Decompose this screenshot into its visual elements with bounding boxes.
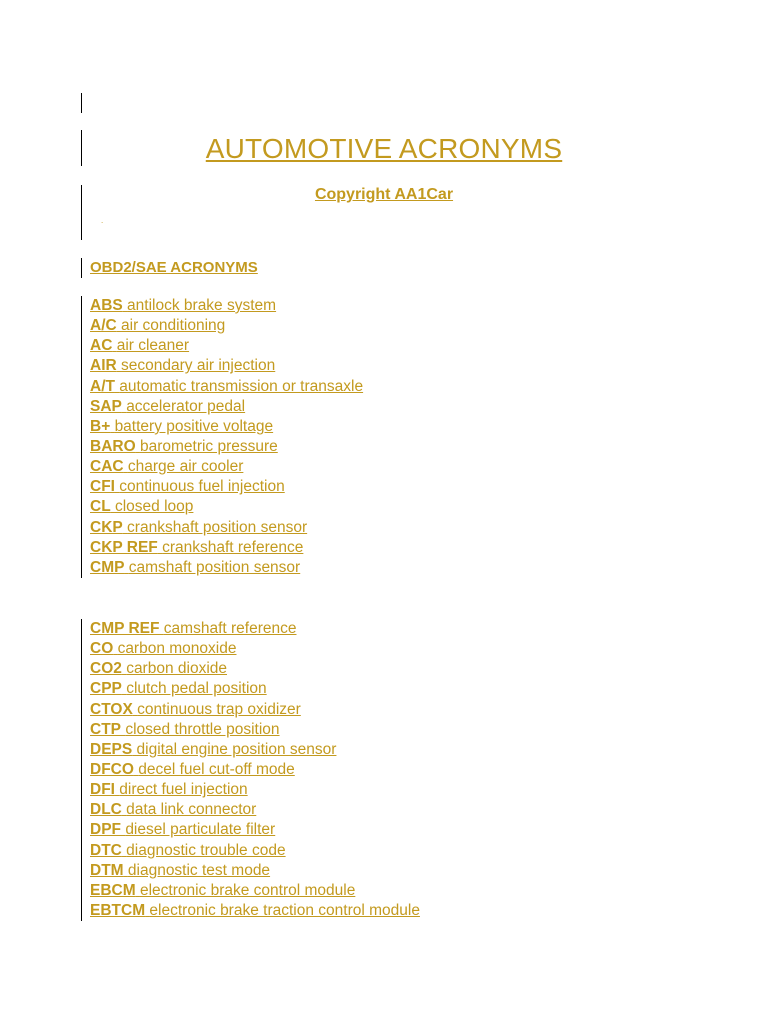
acronym-meaning: charge air cooler (127, 458, 244, 476)
acronym-item[interactable] (90, 397, 363, 417)
acronym-link[interactable] (90, 821, 275, 838)
acronym-meaning: automatic transmission or transaxle (119, 377, 364, 395)
acronym-meaning: digital engine position sensor (136, 740, 337, 758)
acronym-item[interactable] (90, 861, 420, 881)
acronym-meaning: closed throttle position (125, 720, 280, 738)
acronym-abbr: CKP REF (90, 538, 158, 556)
acronym-meaning: diagnostic test mode (127, 861, 271, 879)
acronym-abbr: CAC (90, 458, 124, 476)
acronym-link[interactable] (90, 498, 193, 515)
acronym-item[interactable] (90, 518, 363, 538)
acronym-list-1 (90, 296, 363, 578)
acronym-link[interactable] (90, 842, 286, 859)
acronym-abbr: CMP REF (90, 620, 160, 637)
acronym-meaning: accelerator pedal (126, 397, 246, 415)
acronym-abbr: CMP (90, 558, 125, 576)
acronym-abbr: SAP (90, 397, 122, 415)
acronym-link[interactable] (90, 862, 270, 879)
acronym-link[interactable] (90, 721, 280, 738)
acronym-meaning: diesel particulate filter (125, 821, 276, 839)
acronym-abbr: BARO (90, 437, 136, 455)
acronym-abbr: A/C (90, 317, 117, 335)
acronym-meaning: crankshaft reference (162, 538, 304, 556)
acronym-abbr: AC (90, 337, 113, 355)
acronym-meaning: diagnostic trouble code (126, 841, 286, 859)
acronym-abbr: CTP (90, 720, 121, 738)
margin-bar (81, 93, 82, 113)
acronym-item[interactable] (90, 780, 420, 800)
acronym-item[interactable] (90, 538, 363, 558)
acronym-meaning: direct fuel injection (119, 781, 248, 799)
acronym-meaning: clutch pedal position (126, 680, 267, 698)
acronym-abbr: B+ (90, 417, 111, 435)
page-title[interactable]: AUTOMOTIVE ACRONYMS (205, 133, 563, 164)
acronym-meaning: air conditioning (121, 317, 226, 335)
acronym-link[interactable] (90, 297, 276, 314)
acronym-item[interactable] (90, 639, 420, 659)
acronym-link[interactable] (90, 418, 273, 435)
acronym-link[interactable] (90, 620, 296, 637)
acronym-abbr: EBTCM (90, 901, 146, 919)
acronym-link[interactable] (90, 882, 355, 899)
acronym-meaning: antilock brake system (127, 297, 277, 314)
acronym-link[interactable] (90, 701, 301, 718)
acronym-abbr: CO (90, 640, 114, 658)
acronym-abbr: EBCM (90, 881, 136, 899)
acronym-abbr: AIR (90, 357, 117, 375)
acronym-abbr: DFCO (90, 760, 134, 778)
acronym-link[interactable] (90, 438, 278, 455)
acronym-link[interactable] (90, 378, 363, 395)
acronym-abbr: CPP (90, 680, 122, 698)
acronym-link[interactable] (90, 660, 227, 677)
acronym-link[interactable] (90, 801, 256, 818)
acronym-abbr: DTM (90, 861, 124, 879)
acronym-item[interactable] (90, 841, 420, 861)
acronym-abbr: CKP (90, 518, 123, 536)
acronym-meaning: air cleaner (116, 337, 190, 355)
acronym-link[interactable] (90, 741, 336, 758)
acronym-abbr: CTOX (90, 700, 133, 718)
acronym-item[interactable] (90, 740, 420, 760)
acronym-link[interactable] (90, 761, 295, 778)
acronym-item[interactable] (90, 437, 363, 457)
acronym-abbr: DFI (90, 781, 115, 799)
acronym-item[interactable] (90, 881, 420, 901)
acronym-item[interactable] (90, 336, 363, 356)
acronym-abbr: CO2 (90, 660, 122, 678)
acronym-abbr: ABS (90, 297, 123, 314)
acronym-meaning: secondary air injection (121, 357, 276, 375)
acronym-meaning: decel fuel cut-off mode (138, 760, 295, 778)
acronym-item[interactable] (90, 457, 363, 477)
acronym-meaning: camshaft reference (163, 620, 297, 637)
acronym-abbr: DLC (90, 801, 122, 819)
acronym-link[interactable] (90, 781, 248, 798)
acronym-item[interactable] (90, 377, 363, 397)
acronym-item[interactable] (90, 720, 420, 740)
acronym-abbr: DTC (90, 841, 122, 859)
acronym-meaning: electronic brake control module (139, 881, 356, 899)
acronym-link[interactable] (90, 640, 236, 657)
acronym-link[interactable] (90, 539, 303, 556)
acronym-item[interactable] (90, 760, 420, 780)
margin-bar (81, 258, 82, 278)
acronym-item[interactable] (90, 497, 363, 517)
acronym-meaning: continuous fuel injection (119, 478, 285, 496)
acronym-item[interactable] (90, 417, 363, 437)
acronym-item[interactable] (90, 296, 363, 316)
acronym-abbr: CFI (90, 478, 115, 496)
acronym-link[interactable] (90, 398, 245, 415)
acronym-item[interactable] (90, 659, 420, 679)
acronym-abbr: DEPS (90, 740, 133, 758)
acronym-link[interactable] (90, 478, 285, 495)
acronym-meaning: camshaft position sensor (128, 558, 301, 576)
acronym-link[interactable] (90, 337, 189, 354)
acronym-item[interactable] (90, 619, 420, 639)
acronym-item[interactable] (90, 700, 420, 720)
acronym-meaning: continuous trap oxidizer (137, 700, 301, 718)
acronym-link[interactable] (90, 458, 243, 475)
acronym-item[interactable] (90, 356, 363, 376)
acronym-item[interactable] (90, 800, 420, 820)
acronym-link[interactable] (90, 357, 275, 374)
acronym-abbr: A/T (90, 377, 115, 395)
acronym-link[interactable] (90, 902, 420, 919)
acronym-meaning: carbon dioxide (126, 660, 228, 678)
acronym-item[interactable] (90, 558, 363, 578)
acronym-abbr: CL (90, 498, 111, 516)
copyright-link[interactable]: Copyright AA1Car (314, 186, 454, 203)
acronym-abbr: DPF (90, 821, 121, 839)
acronym-meaning: crankshaft position sensor (127, 518, 308, 536)
acronym-item[interactable] (90, 477, 363, 497)
acronym-item[interactable] (90, 820, 420, 840)
acronym-meaning: carbon monoxide (117, 640, 237, 658)
acronym-meaning: battery positive voltage (114, 417, 274, 435)
acronym-link[interactable] (90, 317, 225, 334)
acronym-item[interactable] (90, 679, 420, 699)
margin-bar (81, 296, 82, 578)
margin-bar (81, 619, 82, 921)
acronym-meaning: electronic brake traction control module (149, 901, 420, 919)
acronym-link[interactable] (90, 680, 267, 697)
stray-dot: . (101, 216, 104, 225)
acronym-link[interactable] (90, 559, 300, 576)
acronym-meaning: data link connector (126, 801, 257, 819)
acronym-list-2 (90, 619, 420, 921)
acronym-meaning: closed loop (114, 498, 194, 516)
acronym-meaning: barometric pressure (139, 437, 278, 455)
acronym-item[interactable] (90, 316, 363, 336)
section-heading-obd2-sae[interactable]: OBD2/SAE ACRONYMS (90, 259, 258, 276)
acronym-item[interactable] (90, 901, 420, 921)
acronym-link[interactable] (90, 519, 307, 536)
